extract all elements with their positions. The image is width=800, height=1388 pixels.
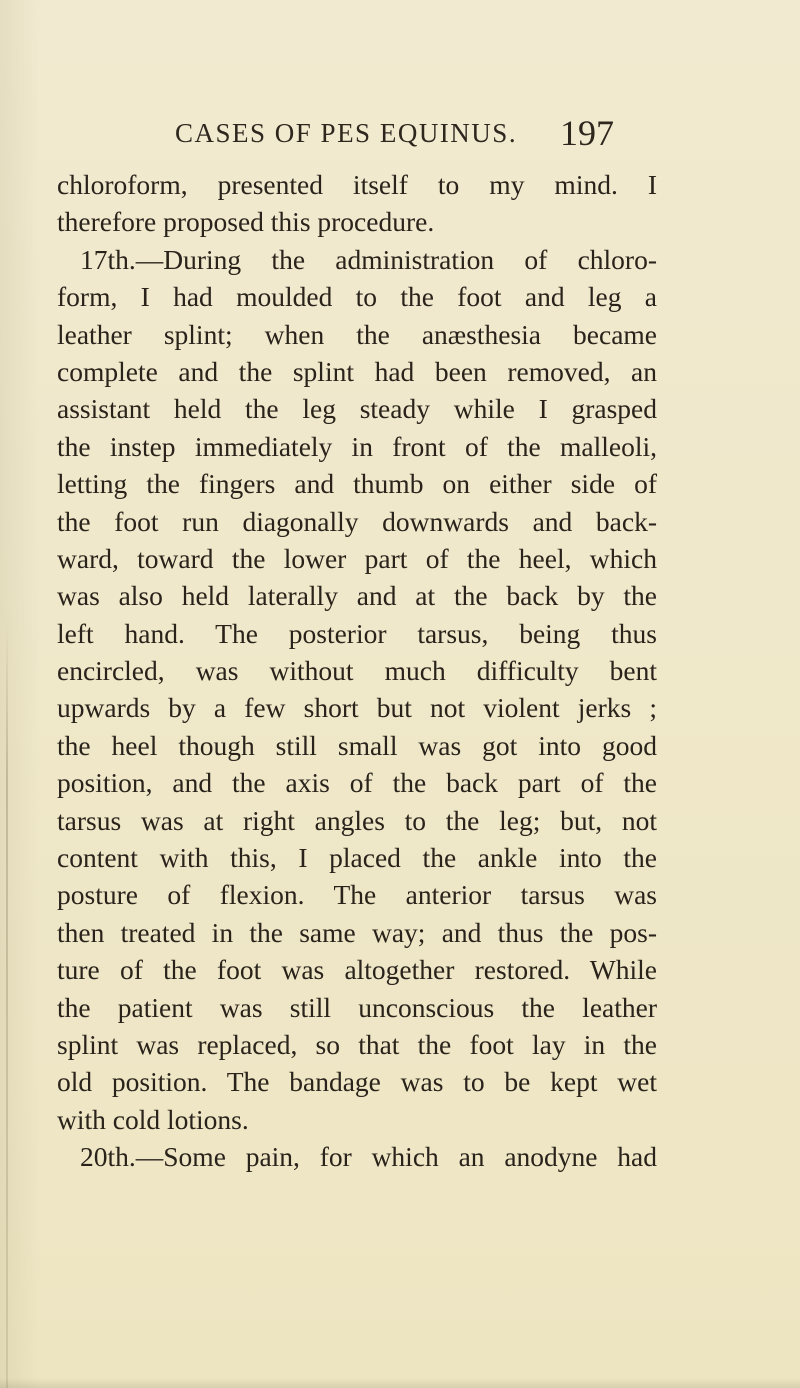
text-line: left hand. The posterior tarsus, being thus: [57, 617, 657, 649]
text-line: leather splint; when the anæsthesia became: [57, 318, 657, 350]
body-text: [57, 166, 657, 1176]
text-line: therefore proposed this procedure.: [57, 206, 435, 238]
text-line: ture of the foot was altogether restored. While: [57, 954, 657, 986]
text-line: splint was replaced, so that the foot lay in the: [57, 1028, 657, 1060]
text-line: letting the fingers and thumb on either side of: [57, 468, 657, 500]
page-bottom-edge: [0, 1378, 800, 1388]
text-line: content with this, I placed the ankle into the: [57, 842, 657, 874]
text-line: the heel though still small was got into good: [57, 729, 657, 761]
text-line: the foot run diagonally downwards and back-: [57, 505, 657, 537]
text-line: then treated in the same way; and thus the pos-: [57, 916, 657, 948]
text-line: upwards by a few short but not violent jerks ;: [57, 692, 657, 724]
text-line: 17th.—During the administration of chloro-: [80, 243, 657, 275]
page-header: [0, 112, 800, 152]
text-line: tarsus was at right angles to the leg; but, not: [57, 804, 657, 836]
text-line: position, and the axis of the back part of the: [57, 767, 657, 799]
text-line: was also held laterally and at the back by the: [57, 580, 657, 612]
running-head: CASES OF PES EQUINUS.: [175, 118, 518, 148]
text-line: assistant held the leg steady while I grasped: [57, 393, 657, 425]
text-line: old position. The bandage was to be kept wet: [57, 1066, 657, 1098]
text-line: complete and the splint had been removed, an: [57, 355, 657, 387]
page-number: 197: [560, 113, 614, 153]
text-line: posture of flexion. The anterior tarsus was: [57, 879, 657, 911]
text-line: form, I had moulded to the foot and leg a: [57, 281, 657, 313]
page-gutter-shadow: [6, 620, 8, 1388]
text-line: with cold lotions.: [57, 1103, 249, 1135]
text-line: chloroform, presented itself to my mind. I: [57, 169, 657, 200]
text-line: the patient was still unconscious the leather: [57, 991, 657, 1023]
text-line: the instep immediately in front of the malleoli,: [57, 430, 657, 462]
text-line: encircled, was without much difficulty bent: [57, 655, 657, 687]
text-line: 20th.—Some pain, for which an anodyne had: [80, 1141, 657, 1173]
text-line: ward, toward the lower part of the heel, which: [57, 542, 657, 574]
